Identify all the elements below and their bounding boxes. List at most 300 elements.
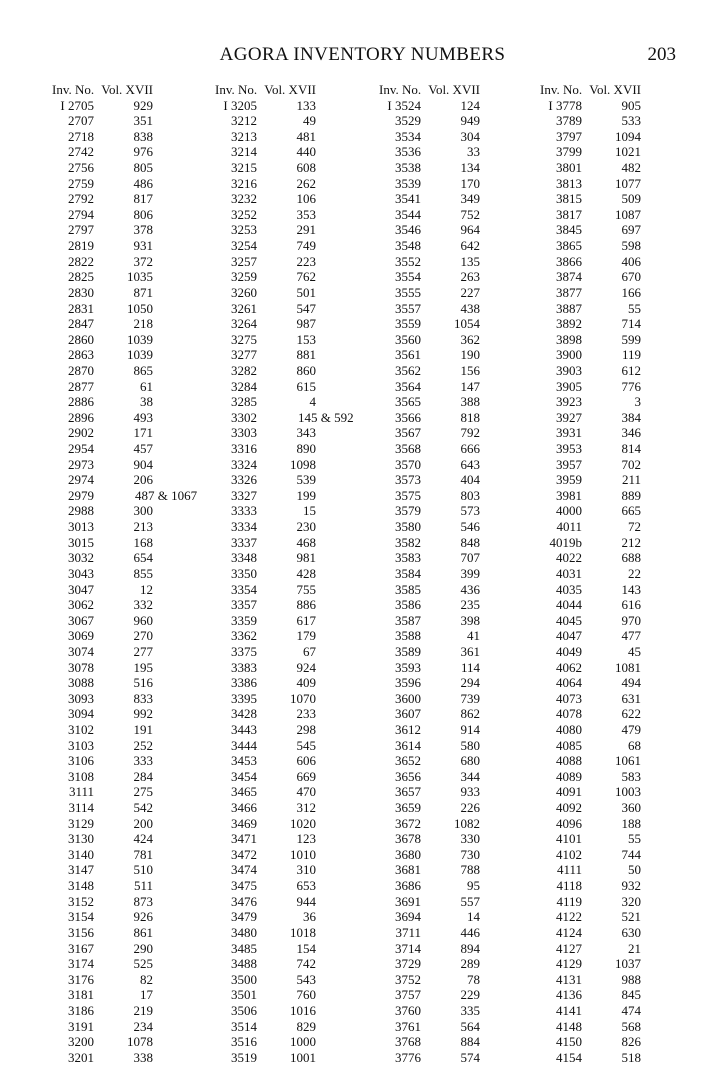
table-row — [540, 269, 700, 285]
table-row — [540, 472, 700, 488]
table-row — [215, 894, 375, 910]
vol-reference: 976 — [133, 144, 153, 160]
inv-number: 3516 — [231, 1034, 257, 1050]
vol-reference: 730 — [460, 846, 480, 862]
table-row — [52, 269, 212, 285]
inv-number: 3181 — [68, 987, 94, 1003]
inv-number: 2822 — [68, 253, 94, 269]
vol-reference: 388 — [460, 394, 480, 410]
vol-reference: 988 — [621, 971, 641, 987]
inv-number: 4078 — [556, 706, 582, 722]
vol-reference: 680 — [460, 753, 480, 769]
inv-number: 3108 — [68, 768, 94, 784]
vol-reference: 533 — [621, 113, 641, 129]
vol-reference: 304 — [460, 128, 480, 144]
table-row — [215, 394, 375, 410]
vol-reference: 749 — [296, 238, 316, 254]
table-row — [52, 347, 212, 363]
inv-number: 3277 — [231, 347, 257, 363]
vol-reference: 964 — [460, 222, 480, 238]
vol-reference: 436 — [460, 581, 480, 597]
inv-number: 3167 — [68, 940, 94, 956]
inv-number: 3212 — [231, 113, 257, 129]
inv-number: 2988 — [68, 503, 94, 519]
vol-reference: 353 — [296, 206, 316, 222]
inv-number: 3887 — [556, 300, 582, 316]
inv-number: 3260 — [231, 284, 257, 300]
table-row — [52, 691, 212, 707]
table-row — [215, 254, 375, 270]
table-row — [379, 347, 539, 363]
inv-number: 3560 — [395, 331, 421, 347]
table-row — [540, 347, 700, 363]
table-row — [52, 972, 212, 988]
inv-number: 2819 — [68, 238, 94, 254]
inv-number: 3284 — [231, 378, 257, 394]
table-row — [379, 425, 539, 441]
inventory-column-3 — [379, 82, 539, 1065]
vol-reference: 833 — [133, 690, 153, 706]
table-row — [52, 550, 212, 566]
table-row — [379, 722, 539, 738]
table-row — [540, 706, 700, 722]
vol-reference: 1094 — [615, 128, 641, 144]
vol-reference: 742 — [296, 956, 316, 972]
inv-number: 3757 — [395, 987, 421, 1003]
inv-number: 4119 — [556, 893, 582, 909]
table-row — [52, 472, 212, 488]
inv-number: 4131 — [556, 971, 582, 987]
inv-number: 4045 — [556, 612, 582, 628]
table-row — [52, 987, 212, 1003]
table-row — [379, 441, 539, 457]
inventory-rows — [215, 98, 375, 1065]
inv-number: 3579 — [395, 503, 421, 519]
inv-number: 3845 — [556, 222, 582, 238]
vol-reference: 826 — [621, 1034, 641, 1050]
table-row — [215, 660, 375, 676]
table-row — [215, 347, 375, 363]
inv-number: 2863 — [68, 347, 94, 363]
vol-reference: 510 — [133, 862, 153, 878]
vol-reference: 546 — [460, 519, 480, 535]
vol-reference: 346 — [621, 425, 641, 441]
inv-number: 3529 — [395, 113, 421, 129]
inv-number: 2870 — [68, 362, 94, 378]
table-row — [52, 878, 212, 894]
inv-number: 3898 — [556, 331, 582, 347]
vol-reference: 300 — [133, 503, 153, 519]
vol-reference: 1010 — [290, 846, 316, 862]
vol-reference: 806 — [133, 206, 153, 222]
vol-reference: 263 — [460, 269, 480, 285]
vol-reference: 33 — [467, 144, 480, 160]
table-row — [215, 800, 375, 816]
table-row — [540, 207, 700, 223]
vol-reference: 343 — [296, 425, 316, 441]
inv-number: 4062 — [556, 659, 582, 675]
vol-reference: 474 — [621, 1002, 641, 1018]
inv-number: 3905 — [556, 378, 582, 394]
table-row — [379, 1003, 539, 1019]
inv-number: 3114 — [68, 800, 94, 816]
vol-reference: 814 — [621, 441, 641, 457]
table-row — [215, 722, 375, 738]
inv-number: 3593 — [395, 659, 421, 675]
vol-reference: 697 — [621, 222, 641, 238]
column-header-row — [379, 82, 539, 98]
vol-reference: 739 — [460, 690, 480, 706]
table-row — [379, 566, 539, 582]
inv-number: 3659 — [395, 800, 421, 816]
vol-reference: 516 — [133, 675, 153, 691]
inv-number: 3559 — [395, 316, 421, 332]
vol-reference: 873 — [133, 893, 153, 909]
table-row — [52, 675, 212, 691]
table-row — [215, 238, 375, 254]
inv-number: 3544 — [395, 206, 421, 222]
inv-number: 2759 — [68, 175, 94, 191]
vol-reference: 206 — [133, 472, 153, 488]
table-row — [379, 862, 539, 878]
vol-reference: 320 — [621, 893, 641, 909]
table-row — [215, 675, 375, 691]
table-row — [215, 488, 375, 504]
inv-number: I 3778 — [548, 97, 582, 113]
table-row — [540, 254, 700, 270]
inv-number: 3865 — [556, 238, 582, 254]
vol-reference: 212 — [621, 534, 641, 550]
table-row — [379, 956, 539, 972]
table-row — [215, 472, 375, 488]
inv-number: 4031 — [556, 565, 582, 581]
inv-number: 3032 — [68, 550, 94, 566]
inv-number: 3813 — [556, 175, 582, 191]
inv-number: 3500 — [231, 971, 257, 987]
inv-number: 4044 — [556, 597, 582, 613]
vol-reference: 252 — [133, 737, 153, 753]
vol-reference: 1000 — [290, 1034, 316, 1050]
inv-number: 2979 — [68, 487, 94, 503]
vol-reference: 229 — [460, 987, 480, 1003]
inv-number: 3465 — [231, 784, 257, 800]
inv-number: 3652 — [395, 753, 421, 769]
inv-number: 4111 — [556, 862, 582, 878]
table-row — [379, 144, 539, 160]
inv-number: 3866 — [556, 253, 582, 269]
table-row — [379, 160, 539, 176]
vol-reference: 14 — [467, 909, 480, 925]
table-row — [52, 98, 212, 114]
vol-reference: 1081 — [615, 659, 641, 675]
vol-reference: 493 — [133, 409, 153, 425]
vol-reference: 233 — [296, 706, 316, 722]
inv-number: 2794 — [68, 206, 94, 222]
vol-reference: 298 — [296, 721, 316, 737]
table-row — [540, 301, 700, 317]
inv-number: 3561 — [395, 347, 421, 363]
vol-reference: 871 — [133, 284, 153, 300]
vol-reference: 55 — [628, 831, 641, 847]
inv-number: 4073 — [556, 690, 582, 706]
vol-reference: 219 — [133, 1002, 153, 1018]
vol-reference: 230 — [296, 519, 316, 535]
table-row — [540, 441, 700, 457]
inv-number: 3760 — [395, 1002, 421, 1018]
inv-number: 3324 — [231, 456, 257, 472]
vol-reference: 1037 — [615, 956, 641, 972]
inv-number: 2830 — [68, 284, 94, 300]
inv-number: 3201 — [68, 1049, 94, 1065]
inv-number: 3519 — [231, 1049, 257, 1065]
inv-number: 2973 — [68, 456, 94, 472]
vol-reference: 573 — [460, 503, 480, 519]
inv-number: 3691 — [395, 893, 421, 909]
table-row — [379, 176, 539, 192]
inv-number: 3538 — [395, 160, 421, 176]
table-row — [540, 1019, 700, 1035]
table-row — [215, 847, 375, 863]
vol-reference: 95 — [467, 878, 480, 894]
table-row — [52, 222, 212, 238]
inv-number: 3752 — [395, 971, 421, 987]
inv-number: 3672 — [395, 815, 421, 831]
vol-reference: 134 — [460, 160, 480, 176]
inv-number: 3327 — [231, 487, 257, 503]
vol-reference: 521 — [621, 909, 641, 925]
table-row — [540, 597, 700, 613]
vol-reference: 349 — [460, 191, 480, 207]
table-row — [215, 269, 375, 285]
vol-reference: 15 — [303, 503, 316, 519]
table-row — [215, 425, 375, 441]
inv-number: 3729 — [395, 956, 421, 972]
vol-reference: 446 — [460, 924, 480, 940]
table-row — [52, 410, 212, 426]
inv-number: 3562 — [395, 362, 421, 378]
table-row — [540, 816, 700, 832]
vol-reference: 818 — [460, 409, 480, 425]
inv-number: 3261 — [231, 300, 257, 316]
vol-reference: 914 — [460, 721, 480, 737]
inv-number: 3443 — [231, 721, 257, 737]
vol-reference: 351 — [133, 113, 153, 129]
vol-reference: 744 — [621, 846, 641, 862]
inv-number: 2974 — [68, 472, 94, 488]
table-row — [52, 722, 212, 738]
table-row — [52, 706, 212, 722]
table-row — [379, 691, 539, 707]
table-row — [215, 597, 375, 613]
inv-number: 3514 — [231, 1018, 257, 1034]
vol-reference: 1082 — [454, 815, 480, 831]
inv-number: 3013 — [68, 519, 94, 535]
inv-number: 3285 — [231, 394, 257, 410]
table-row — [52, 1034, 212, 1050]
table-row — [379, 909, 539, 925]
inventory-rows — [540, 98, 700, 1065]
vol-reference: 486 — [133, 175, 153, 191]
inv-number: 3067 — [68, 612, 94, 628]
vol-reference: 615 — [296, 378, 316, 394]
vol-reference: 360 — [621, 800, 641, 816]
inv-number: 3686 — [395, 878, 421, 894]
inv-number: 3453 — [231, 753, 257, 769]
inv-no-header: Inv. No. — [540, 82, 583, 97]
inv-number: 3214 — [231, 144, 257, 160]
vol-reference: 583 — [621, 768, 641, 784]
table-row — [379, 1050, 539, 1065]
table-row — [540, 675, 700, 691]
table-row — [52, 925, 212, 941]
inv-number: 3903 — [556, 362, 582, 378]
table-row — [52, 831, 212, 847]
table-row — [215, 582, 375, 598]
vol-reference: 1003 — [615, 784, 641, 800]
table-row — [52, 738, 212, 754]
inv-number: 3768 — [395, 1034, 421, 1050]
inv-number: 3454 — [231, 768, 257, 784]
vol-reference: 170 — [460, 175, 480, 191]
inv-number: 3953 — [556, 441, 582, 457]
inv-number: 4154 — [556, 1049, 582, 1065]
table-row — [52, 784, 212, 800]
vol-reference: 665 — [621, 503, 641, 519]
inv-number: 3552 — [395, 253, 421, 269]
table-row — [215, 691, 375, 707]
inv-number: 3776 — [395, 1049, 421, 1065]
inv-number: 3799 — [556, 144, 582, 160]
table-row — [540, 847, 700, 863]
vol-reference: 707 — [460, 550, 480, 566]
vol-reference: 479 — [621, 721, 641, 737]
table-row — [540, 738, 700, 754]
table-row — [540, 613, 700, 629]
inv-number: 3156 — [68, 924, 94, 940]
vol-reference: 61 — [140, 378, 153, 394]
inv-number: 3541 — [395, 191, 421, 207]
inv-number: 3612 — [395, 721, 421, 737]
inv-number: 2742 — [68, 144, 94, 160]
table-row — [540, 925, 700, 941]
vol-reference: 1020 — [290, 815, 316, 831]
table-row — [379, 129, 539, 145]
inv-number: 3275 — [231, 331, 257, 347]
vol-reference: 135 — [460, 253, 480, 269]
vol-reference: 612 — [621, 362, 641, 378]
vol-reference: 168 — [133, 534, 153, 550]
table-row — [52, 113, 212, 129]
inv-number: 3348 — [231, 550, 257, 566]
inv-number: 3106 — [68, 753, 94, 769]
vol-reference: 654 — [133, 550, 153, 566]
vol-reference: 838 — [133, 128, 153, 144]
inv-number: 3797 — [556, 128, 582, 144]
vol-reference: 622 — [621, 706, 641, 722]
vol-reference: 55 — [628, 300, 641, 316]
vol-reference: 406 — [621, 253, 641, 269]
inv-number: 3215 — [231, 160, 257, 176]
inv-number: 3094 — [68, 706, 94, 722]
vol-reference: 606 — [296, 753, 316, 769]
table-row — [215, 144, 375, 160]
inv-number: 2954 — [68, 441, 94, 457]
table-row — [52, 363, 212, 379]
inv-number: 4122 — [556, 909, 582, 925]
vol-reference: 788 — [460, 862, 480, 878]
inv-number: 4136 — [556, 987, 582, 1003]
inv-number: 3959 — [556, 472, 582, 488]
inv-number: 3681 — [395, 862, 421, 878]
table-row — [215, 301, 375, 317]
vol-reference: 361 — [460, 643, 480, 659]
inv-number: 2825 — [68, 269, 94, 285]
vol-reference: 1021 — [615, 144, 641, 160]
inv-number: 3680 — [395, 846, 421, 862]
inv-number: 3761 — [395, 1018, 421, 1034]
column-header-row — [52, 82, 212, 98]
table-row — [540, 503, 700, 519]
inv-number: 3152 — [68, 893, 94, 909]
vol-reference: 862 — [460, 706, 480, 722]
table-row — [215, 160, 375, 176]
vol-reference: 468 — [296, 534, 316, 550]
inv-number: 3714 — [395, 940, 421, 956]
inv-number: 3567 — [395, 425, 421, 441]
vol-reference: 72 — [628, 519, 641, 535]
vol-reference: 262 — [296, 175, 316, 191]
inv-number: 4141 — [556, 1002, 582, 1018]
vol-reference: 338 — [133, 1049, 153, 1065]
table-row — [215, 550, 375, 566]
inv-number: 3282 — [231, 362, 257, 378]
table-row — [379, 582, 539, 598]
inv-number: 3383 — [231, 659, 257, 675]
inv-number: 3200 — [68, 1034, 94, 1050]
table-row — [215, 769, 375, 785]
table-row — [540, 644, 700, 660]
table-row — [215, 129, 375, 145]
vol-reference: 599 — [621, 331, 641, 347]
vol-reference: 362 — [460, 331, 480, 347]
inv-number: 3253 — [231, 222, 257, 238]
inv-no-header: Inv. No. — [379, 82, 422, 97]
vol-reference: 805 — [133, 160, 153, 176]
vol-reference: 143 — [621, 581, 641, 597]
inv-number: 3444 — [231, 737, 257, 753]
vol-reference: 1054 — [454, 316, 480, 332]
vol-reference: 776 — [621, 378, 641, 394]
vol-reference: 133 — [296, 97, 316, 113]
table-row — [215, 332, 375, 348]
column-header-row — [540, 82, 700, 98]
table-row — [379, 254, 539, 270]
table-row — [540, 113, 700, 129]
table-row — [52, 862, 212, 878]
inv-number: 3931 — [556, 425, 582, 441]
table-row — [52, 582, 212, 598]
table-row — [379, 972, 539, 988]
table-row — [540, 722, 700, 738]
vol-reference: 1098 — [290, 456, 316, 472]
table-row — [215, 816, 375, 832]
table-row — [215, 457, 375, 473]
table-row — [52, 769, 212, 785]
inv-number: 3586 — [395, 597, 421, 613]
table-row — [52, 894, 212, 910]
vol-reference: 643 — [460, 456, 480, 472]
vol-reference: 518 — [621, 1049, 641, 1065]
